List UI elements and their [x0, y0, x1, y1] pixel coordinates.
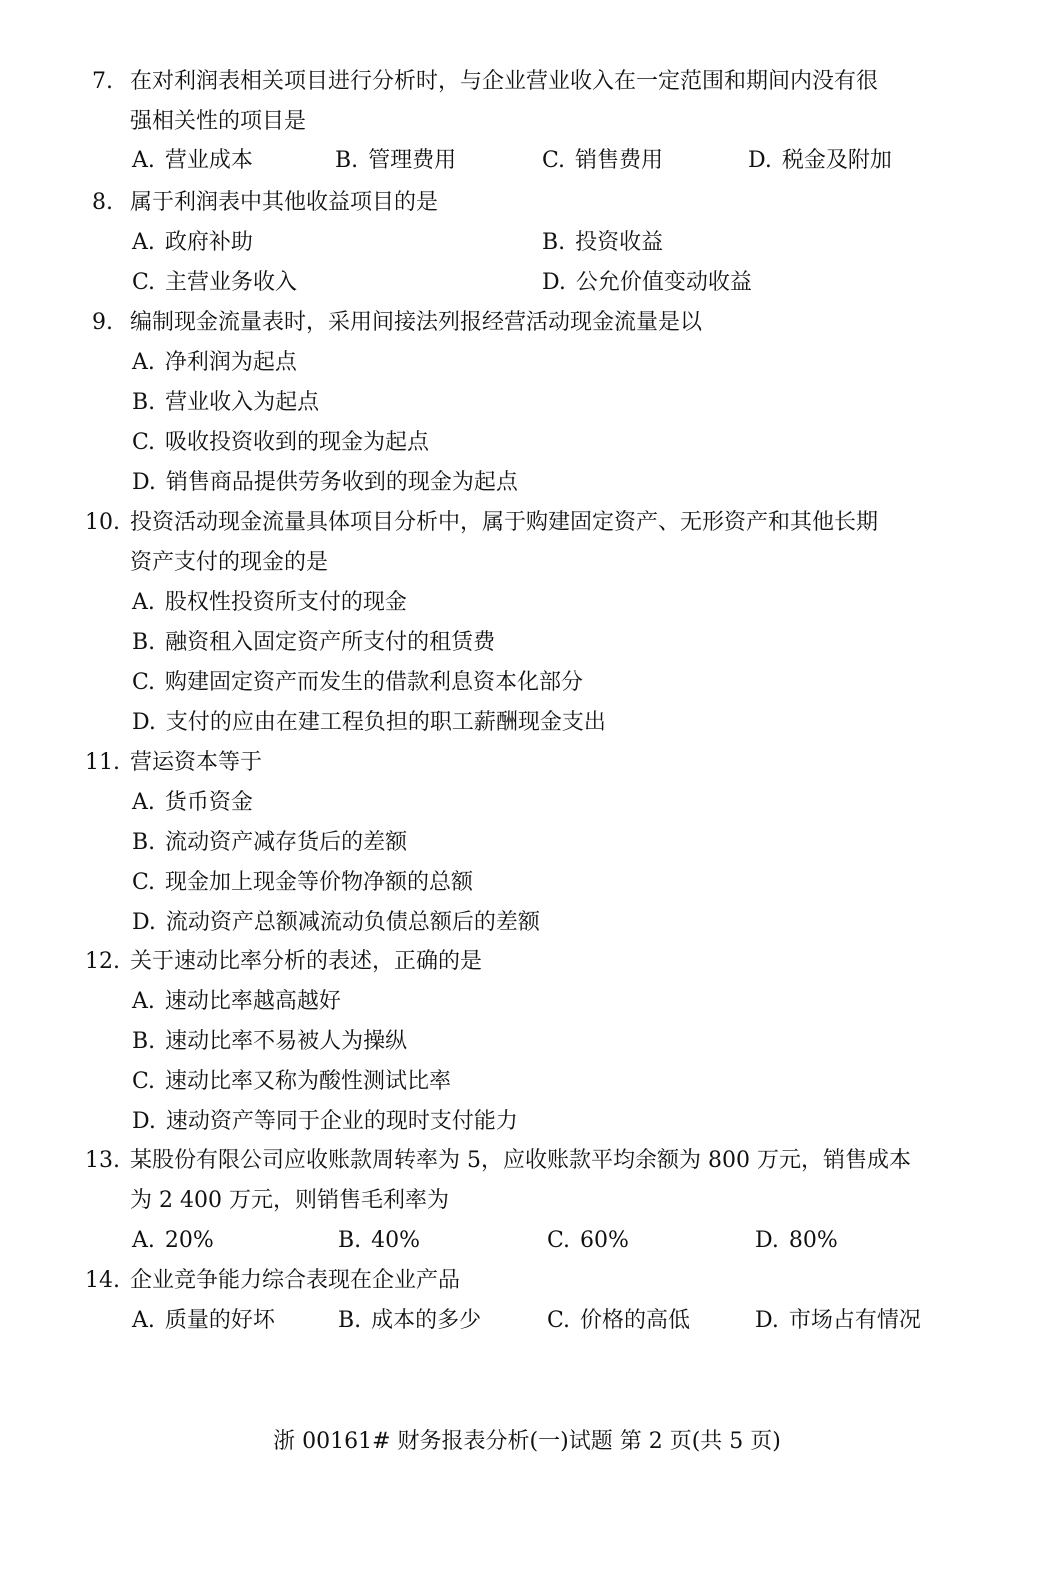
option-b: B. 40%	[338, 1228, 421, 1253]
option-d: D. 市场占有情况	[755, 1308, 921, 1333]
option-b: B. 融资租入固定资产所支付的租赁费	[132, 630, 496, 655]
question-stem-line: 营运资本等于	[130, 750, 263, 775]
question-stem-line: 企业竞争能力综合表现在企业产品	[130, 1268, 461, 1293]
question-stem-line: 为 2 400 万元，则销售毛利率为	[130, 1188, 449, 1213]
question-number: 7.	[92, 69, 113, 94]
option-a: A. 股权性投资所支付的现金	[132, 590, 407, 615]
question-number: 9.	[92, 310, 113, 335]
option-d: D. 税金及附加	[748, 148, 892, 173]
option-d: D. 销售商品提供劳务收到的现金为起点	[132, 470, 518, 495]
option-d: D. 支付的应由在建工程负担的职工薪酬现金支出	[132, 710, 606, 735]
question-stem-line: 资产支付的现金的是	[130, 550, 329, 575]
option-b: B. 营业收入为起点	[132, 390, 320, 415]
option-b: B. 成本的多少	[338, 1308, 482, 1333]
option-c: C. 现金加上现金等价物净额的总额	[132, 870, 474, 895]
question-stem-line: 属于利润表中其他收益项目的是	[130, 190, 439, 215]
question-number: 8.	[92, 190, 113, 215]
option-a: A. 政府补助	[132, 230, 253, 255]
option-b: B. 管理费用	[335, 148, 457, 173]
option-c: C. 60%	[547, 1228, 629, 1253]
question-stem-line: 某股份有限公司应收账款周转率为 5，应收账款平均余额为 800 万元，销售成本	[130, 1148, 911, 1173]
option-b: B. 速动比率不易被人为操纵	[132, 1029, 408, 1054]
question-number: 10.	[85, 510, 120, 535]
option-c: C. 销售费用	[542, 148, 664, 173]
question-stem-line: 关于速动比率分析的表述，正确的是	[130, 949, 483, 974]
option-c: C. 购建固定资产而发生的借款利息资本化部分	[132, 670, 584, 695]
option-b: B. 投资收益	[542, 230, 664, 255]
option-d: D. 公允价值变动收益	[542, 270, 752, 295]
question-number: 12.	[85, 949, 120, 974]
option-a: A. 速动比率越高越好	[132, 989, 341, 1014]
page-footer: 浙 00161# 财务报表分析(一)试题 第 2 页(共 5 页)	[273, 1429, 781, 1454]
question-stem-line: 在对利润表相关项目进行分析时，与企业营业收入在一定范围和期间内没有很	[130, 69, 879, 94]
option-a: A. 货币资金	[132, 790, 253, 815]
option-c: C. 主营业务收入	[132, 270, 298, 295]
question-stem-line: 投资活动现金流量具体项目分析中，属于购建固定资产、无形资产和其他长期	[130, 510, 879, 535]
option-d: D. 80%	[755, 1228, 838, 1253]
option-b: B. 流动资产减存货后的差额	[132, 830, 408, 855]
option-a: A. 净利润为起点	[132, 350, 297, 375]
question-stem-line: 编制现金流量表时，采用间接法列报经营活动现金流量是以	[130, 310, 703, 335]
question-number: 11.	[85, 750, 120, 775]
option-a: A. 质量的好坏	[132, 1308, 275, 1333]
option-d: D. 速动资产等同于企业的现时支付能力	[132, 1109, 518, 1134]
option-a: A. 20%	[132, 1228, 214, 1253]
question-number: 14.	[85, 1268, 120, 1293]
option-d: D. 流动资产总额减流动负债总额后的差额	[132, 910, 540, 935]
option-c: C. 吸收投资收到的现金为起点	[132, 430, 430, 455]
option-c: C. 价格的高低	[547, 1308, 691, 1333]
option-a: A. 营业成本	[132, 148, 253, 173]
option-c: C. 速动比率又称为酸性测试比率	[132, 1069, 452, 1094]
question-stem-line: 强相关性的项目是	[130, 109, 307, 134]
question-number: 13.	[85, 1148, 120, 1173]
